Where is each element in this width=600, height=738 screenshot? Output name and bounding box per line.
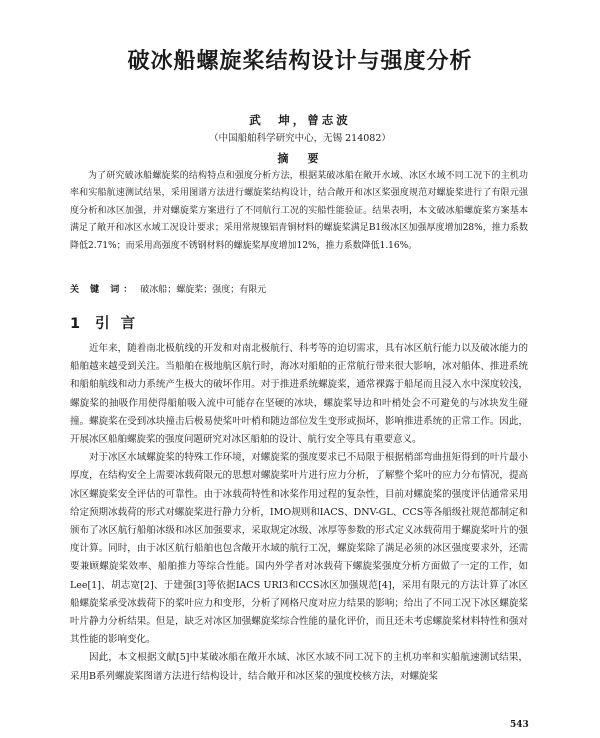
section-number: 1: [70, 316, 84, 332]
paper-affiliation: （中国船舶科学研究中心，无锡 214082）: [209, 133, 391, 144]
keywords-line: [70, 283, 528, 297]
paper-title: 破冰船螺旋桨结构设计与强度分析: [127, 49, 473, 74]
keywords-label: 关 键 词：: [70, 285, 137, 295]
keywords-text: 破冰船；螺旋桨；强度；有限元: [140, 285, 267, 295]
body-paragraph: 因此，本文根据文献[5]中某破冰船在敞开水域、冰区水域不同工况下的主机功率和实船航速测试结果，采用B系列螺旋桨图谱方法进行结构设计，结合敞开和冰区桨的强度校核方法，对螺旋桨: [70, 652, 528, 682]
body-text: [70, 340, 528, 686]
abstract-text: 为了研究破冰船螺旋桨的结构特点和强度分析方法，根据某破冰船在敞开水域、冰区水域不同工况下的主机功率和实船航速测试结果，采用图谱方法进行螺旋桨结构设计，结合敞开和冰区桨强度规范对螺旋桨进行了有限元强度分析和冰区加强，并对螺旋桨方案进行了不同航行工况的实船性能验证。结果表明，本文破冰船螺旋桨方案基本满足了敞开和冰区水域工况设计要求；采用常规镍铝青铜材料的螺旋桨满足B1级冰区加强厚度增加28%，推力系数降低2.71%；而采用高强度不锈钢材料的螺旋桨厚度增加12%，推力系数降低1.16%。: [70, 171, 528, 251]
section-title: 引 言: [95, 316, 139, 332]
body-paragraph: 近年来，随着南北极航线的开发和对南北极航行、科考等的迫切需求，具有冰区航行能力以及破冰能力的船舶越来越受到关注。当船舶在极地航区航行时，海冰对船舶的正常航行带来很大影响，冰对船体、推进系统和船舶航线和动力系统产生极大的破坏作用。对于推进系统螺旋桨，通常裸露于船尾而且浸入水中深度较浅，螺旋桨的抽吸作用使得船舶吸入流中可能存在坚硬的冰块，螺旋桨导边和叶梢处会不可避免的与冰块发生碰撞。螺旋桨在受到冰块撞击后极易使桨叶叶梢和随边部位发生变形或损坏，影响推进系统的正常工作。因此，开展冰区船舶螺旋桨的强度问题研究对冰区船舶的设计、航行安全等具有重要意义。: [70, 343, 528, 446]
section-heading: [70, 312, 138, 333]
abstract-heading: 摘 要: [277, 152, 323, 165]
paper-authors: 武 坤，曾志波: [249, 113, 351, 127]
page-number: 543: [510, 720, 529, 730]
body-paragraph: 对于冰区水域螺旋桨的特殊工作环境，对螺旋桨的强度要求已不局限于根据梢部弯曲扭矩得到的叶片最小厚度，在结构安全上需要冰载荷限元的思想对螺旋桨叶片进行应力分析，了解整个桨叶的应力分布情况，提高冰区螺旋桨安全评估的可靠性。由于冰载荷特性和冰桨作用过程的复杂性，目前对螺旋桨的强度评估通常采用给定预期冰载荷的形式对螺旋桨进行静力分析，IMO规则和IACS、DNV-GL、CCS等各船级社规范都制定和颁布了冰区航行船舶冰级和冰区加强要求，采取规定冰级、冰厚等参数的形式定义冰载荷用于螺旋桨叶片的强度计算。同时，由于冰区航行船舶也包含敞开水域的航行工况，螺旋桨除了满足必须的冰区强度要求外，还需要兼顾螺旋桨效率、船舶推力等综合性能。国内外学者对冰载荷下螺旋桨强度分析方面做了一定的工作，如Lee[1]、胡志宽[2]、于建强[3]等依据IACS URI3和CCS冰区加强规范[4]，采用有限元的方法计算了冰区船螺旋桨承受冰载荷下的桨叶应力和变形，分析了网格尺度对应力结果的影响；给出了不同工况下冰区螺旋桨叶片静力分析结果。但是，缺乏对冰区加强螺旋桨综合性能的量化评价，而且还未考虑螺旋桨材料特性和强对其性能的影响变化。: [70, 452, 528, 646]
